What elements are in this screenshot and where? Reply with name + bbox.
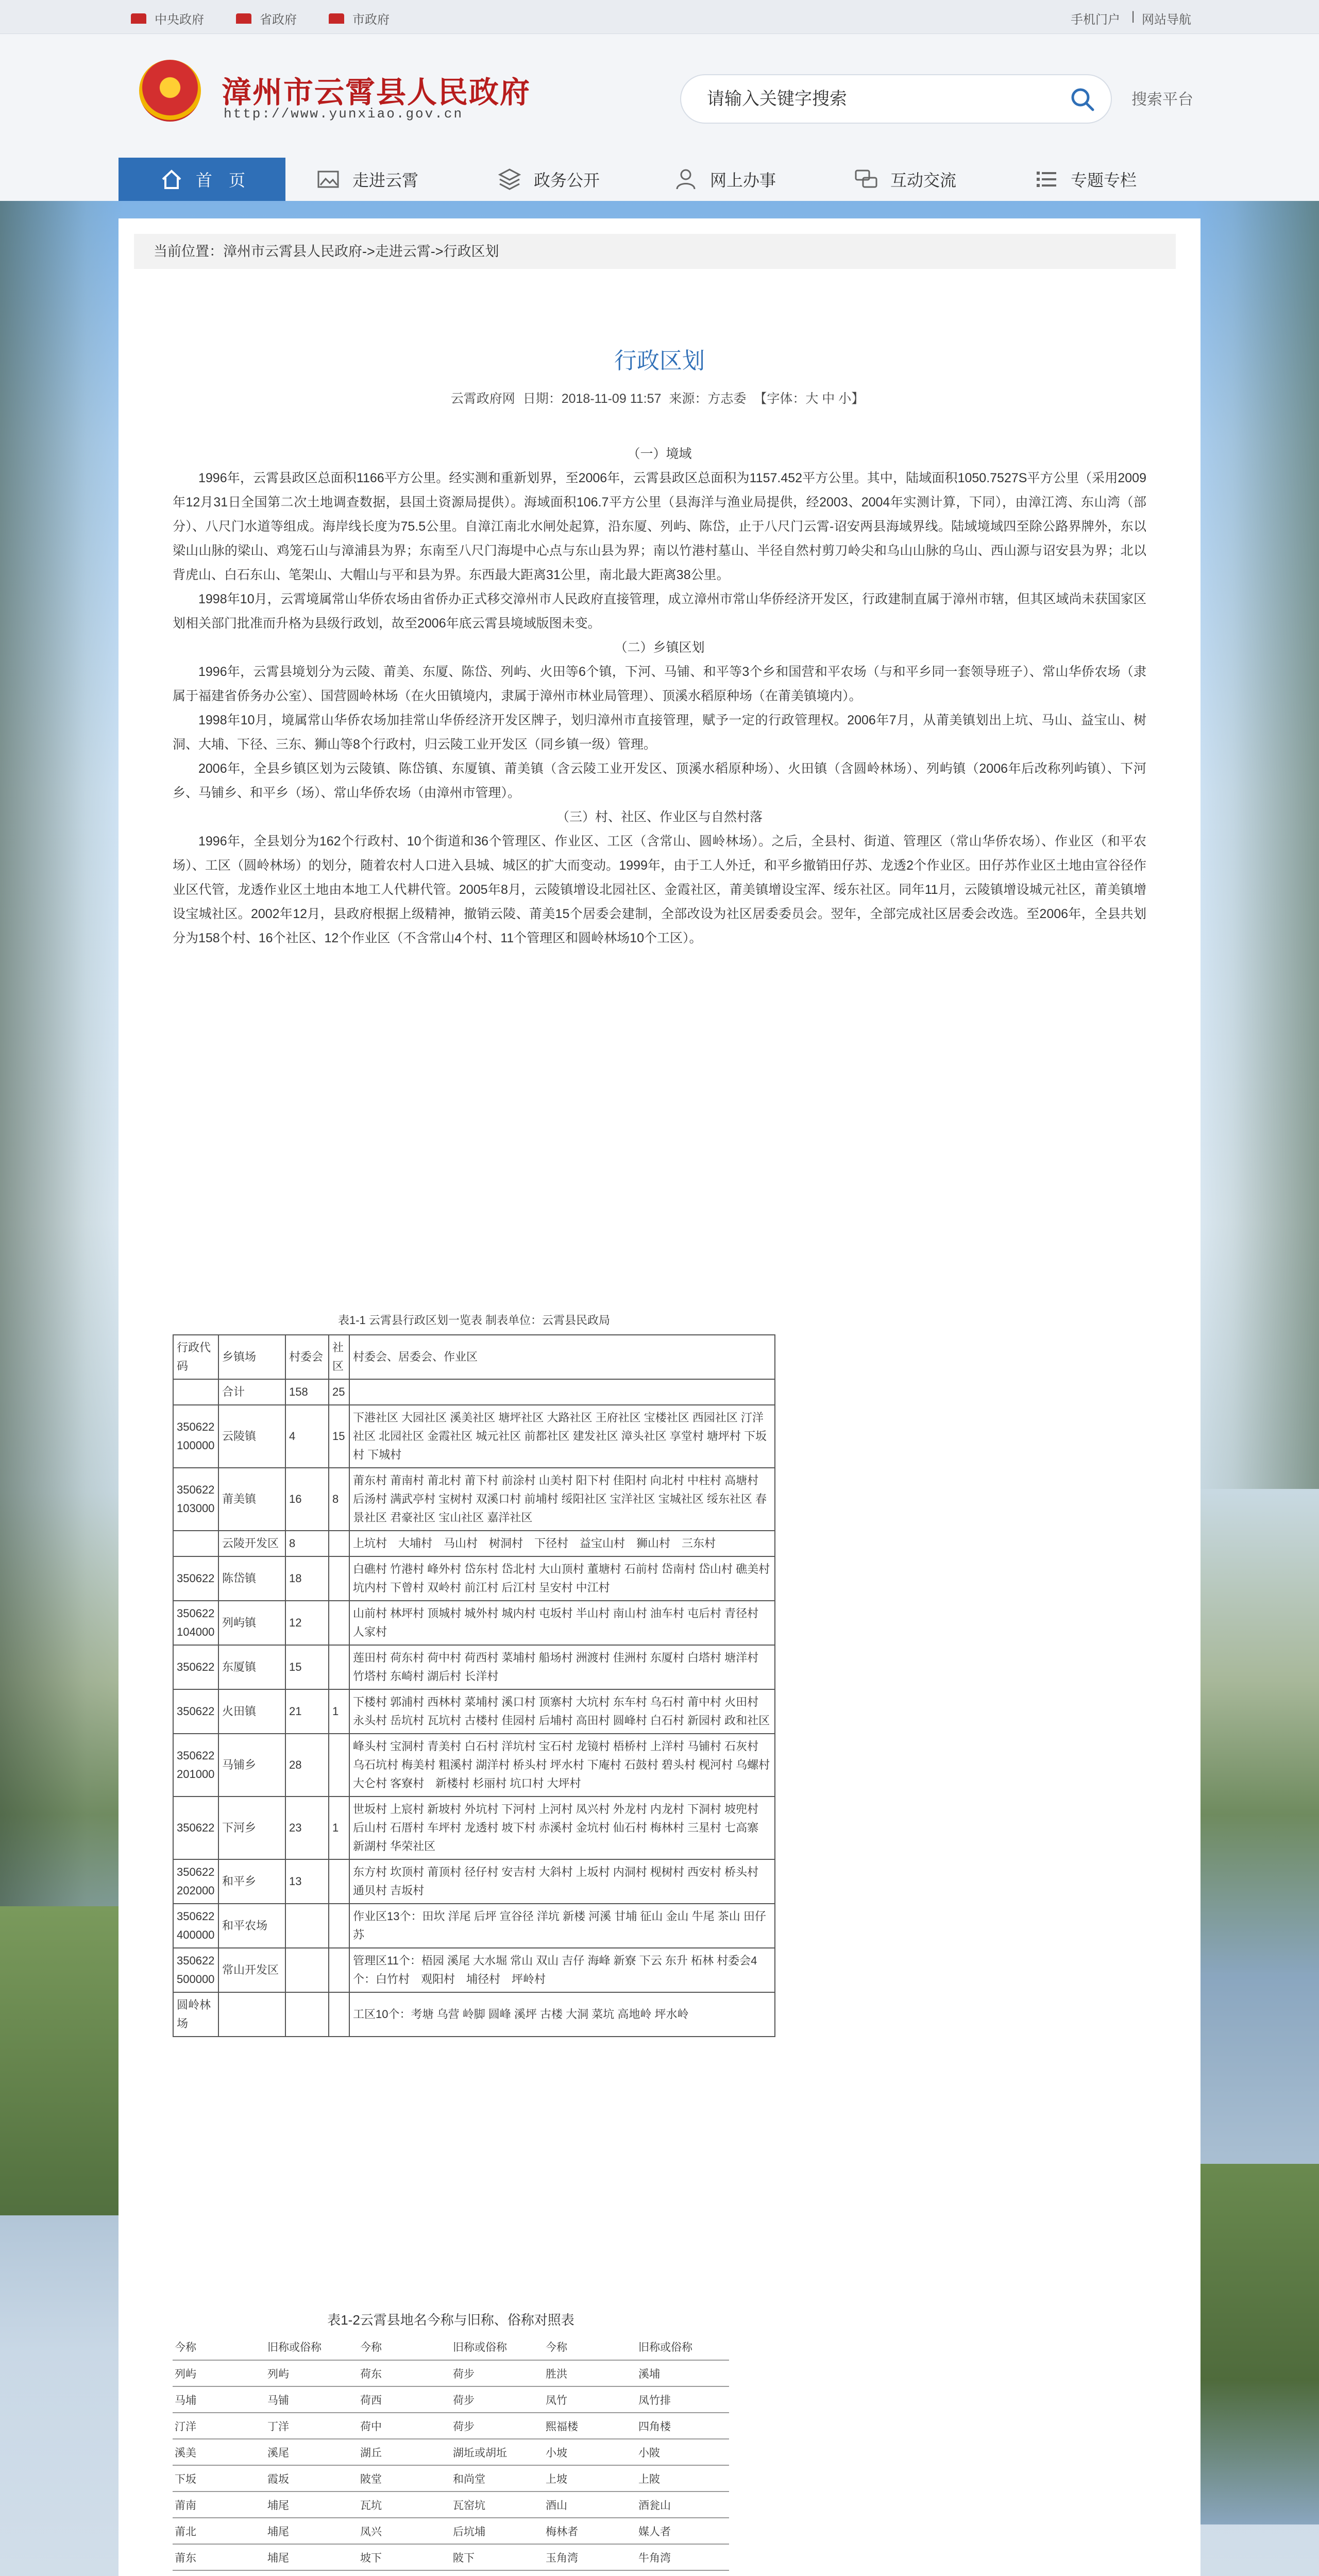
- table-cell: 后坑埔: [451, 2518, 544, 2544]
- table1-caption: 表1-1 云霄县行政区划一览表 制表单位：云霄县民政局: [337, 1314, 611, 1327]
- table-cell: 下港社区 大园社区 溪美社区 塘坪社区 大路社区 王府社区 宝楼社区 西园社区 汀洋社区 北园社区 金霞社区 城元社区 前都社区 建发社区 漳头社区 享堂村 塘坪村 下坂村 下城村: [349, 1405, 775, 1468]
- table-row: [173, 1992, 775, 2037]
- table-cell: 工区10个：考塘 乌营 岭脚 圆峰 溪坪 古楼 大洞 菜坑 高地岭 坪水岭: [349, 1992, 775, 2037]
- section-heading: （三）村、社区、作业区与自然村落: [556, 810, 763, 824]
- table-cell: 350622: [173, 1689, 218, 1734]
- table-header-row: [173, 1335, 775, 1379]
- table-cell: 今称: [173, 2334, 265, 2360]
- table-cell: 媒人者: [636, 2518, 729, 2544]
- table-cell: [329, 1645, 349, 1689]
- table-cell: 上坡: [544, 2465, 636, 2492]
- table-cell: 莆东: [173, 2544, 265, 2570]
- chat-icon: [853, 166, 879, 192]
- table-row: [173, 1601, 775, 1645]
- table-cell: 云陵开发区: [218, 1531, 285, 1556]
- table-header-cell: 社区: [329, 1335, 349, 1379]
- table-cell: 旧称或俗称: [636, 2334, 729, 2360]
- table-cell: 马埔: [173, 2386, 265, 2413]
- user-icon: [673, 166, 699, 192]
- admin-division-table: [173, 1334, 775, 2037]
- table-cell: 埔尾: [265, 2544, 358, 2570]
- table-row: [173, 1645, 775, 1689]
- table-cell: 陂下: [451, 2544, 544, 2570]
- nav-online-service[interactable]: 网上办事: [673, 158, 776, 201]
- section-heading: （二）乡镇区划: [614, 640, 705, 655]
- table-cell: 马铺乡: [218, 1734, 285, 1797]
- list-icon: [1034, 166, 1059, 192]
- table-header-cell: 行政代码: [173, 1335, 218, 1379]
- table-cell: 瓦坑: [358, 2492, 451, 2518]
- section-heading: （一）境域: [627, 447, 692, 461]
- table-cell: 350622 201000: [173, 1734, 218, 1797]
- table-row: [173, 2492, 729, 2518]
- search-input[interactable]: [707, 86, 1037, 112]
- table-cell: 莆南: [173, 2492, 265, 2518]
- article-title: 行政区划: [614, 348, 705, 374]
- table-cell: 莲田村 荷东村 荷中村 荷西村 菜埔村 船场村 洲渡村 佳洲村 东厦村 白塔村 塘洋村 竹塔村 东崎村 湖后村 长洋村: [349, 1645, 775, 1689]
- table-row: [173, 1859, 775, 1904]
- table-cell: 管理区11个：梧园 溪尾 大水堀 常山 双山 吉仔 海峰 新寮 下云 东升 柘林 村委会4个：白竹村 观阳村 埔径村 坪岭村: [349, 1948, 775, 1992]
- table-cell: 350622 104000: [173, 1601, 218, 1645]
- flag-icon: [234, 12, 255, 25]
- table-cell: 湖丘: [358, 2439, 451, 2465]
- table-cell: 8: [329, 1468, 349, 1531]
- layers-icon: [497, 166, 522, 192]
- table-cell: 和尚堂: [451, 2465, 544, 2492]
- table-cell: 世坂村 上宸村 新坡村 外坑村 下河村 上河村 凤兴村 外龙村 内龙村 下洞村 坡兜村 后山村 石厝村 车坪村 龙透村 坡下村 赤溪村 金坑村 仙石村 梅林村 三星村 七高寨 新湖村 华荣社区: [349, 1797, 775, 1859]
- table-cell: 列屿: [173, 2360, 265, 2386]
- table-cell: 埔尾: [265, 2518, 358, 2544]
- table-cell: 溪美: [173, 2439, 265, 2465]
- site-url: http://www.yunxiao.gov.cn: [224, 106, 464, 122]
- table-cell: [265, 2570, 358, 2576]
- table-cell: 23: [285, 1797, 329, 1859]
- table-cell: 13: [285, 1859, 329, 1904]
- background-tree-left: [0, 201, 124, 2056]
- table-cell: 15: [285, 1645, 329, 1689]
- article-date: 日期：2018-11-09 11:57: [522, 392, 662, 406]
- table-cell: [544, 2570, 636, 2576]
- table-cell: 350622 500000: [173, 1948, 218, 1992]
- table-row: [173, 2439, 729, 2465]
- font-size-switch[interactable]: 【字体：大 中 小】: [754, 392, 865, 406]
- table-cell: 埔尾: [265, 2492, 358, 2518]
- table-row: [173, 1689, 775, 1734]
- table-header-cell: 合计: [218, 1379, 285, 1405]
- table-row: [173, 1797, 775, 1859]
- table-cell: 莆北: [173, 2518, 265, 2544]
- table-cell: 旧称或俗称: [265, 2334, 358, 2360]
- table-cell: 21: [285, 1689, 329, 1734]
- breadcrumb[interactable]: 当前位置：漳州市云霄县人民政府->走进云霄->行政区划: [134, 234, 1176, 269]
- table-row: [173, 2544, 729, 2570]
- table-cell: 和平乡: [218, 1859, 285, 1904]
- table-row: [173, 2413, 729, 2439]
- province-gov-link[interactable]: 省政府: [234, 9, 297, 27]
- paragraph: 1998年10月，云霄境属常山华侨农场由省侨办正式移交漳州市人民政府直接管理，成立漳州市常山华侨经济开发区，行政建制直属于漳州市辖，但其区域尚未获国家区划相关部门批准而升格为县级行政划，故至2006年底云霄县境域版图未变。: [173, 592, 1146, 631]
- table-cell: 熙福楼: [544, 2413, 636, 2439]
- table-cell: 8: [285, 1531, 329, 1556]
- table-cell: 凤兴: [358, 2518, 451, 2544]
- table-cell: 陈岱镇: [218, 1556, 285, 1601]
- paragraph: 1998年10月，境属常山华侨农场加挂常山华侨经济开发区牌子，划归漳州市直接管理，赋予一定的行政管理权。2006年7月，从莆美镇划出上坑、马山、益宝山、树洞、大埔、下径、三东、狮山等8个行政村，归云陵工业开发区（同乡镇一级）管理。: [173, 713, 1146, 752]
- table-cell: 1: [329, 1797, 349, 1859]
- table-cell: 白礁村 竹港村 峰外村 岱东村 岱北村 大山顶村 董塘村 石前村 岱南村 岱山村 礁美村 坑内村 下曾村 双岭村 前江村 后江村 呈安村 中江村: [349, 1556, 775, 1601]
- table-cell: 火田镇: [218, 1689, 285, 1734]
- table-cell: 上坑村 大埔村 马山村 树洞村 下径村 益宝山村 狮山村 三东村: [349, 1531, 775, 1556]
- table-cell: 和平农场: [218, 1904, 285, 1948]
- table-row: [173, 1948, 775, 1992]
- table-cell: 上陂: [636, 2465, 729, 2492]
- table-row: [173, 2360, 729, 2386]
- table-cell: 下坂: [173, 2465, 265, 2492]
- table-header-cell: 乡镇场: [218, 1335, 285, 1379]
- table-cell: [173, 1531, 218, 1556]
- table-header-cell: 158: [285, 1379, 329, 1405]
- paragraph: 1996年，云霄县政区总面积1166平方公里。经实测和重新划界，至2006年，云霄县政区总面积为1157.452平方公里。其中，陆域面积1050.7527S平方公里（采用2009年12月31日全国第二次土地调查数据，县国土资源局提供）。海域面积106.7平方公里（县海洋与渔业局提供，经2003、2004年实测计算，下同），由漳江湾、东山湾（部分）、八尺门水道等组成。海岸线长度为75.5公里。自漳江南北水闸处起算，沿东厦、列屿、陈岱，止于八尺门云霄-诏安两县海域界线。陆域境域四至除公路界牌外，东以梁山山脉的梁山、鸡笼石山与漳浦县为界；东南至八尺门海堤中心点与东山县为界；南以竹港村墓山、半径自然村剪刀岭尖和乌山山脉的乌山、西山源与诏安县为界；北以背虎山、白石东山、笔架山、大帽山与平和县为界。东西最大距离31公里，南北最大距离38公里。: [173, 471, 1146, 582]
- table-row: [173, 1405, 775, 1468]
- nav-special-topics[interactable]: 专题专栏: [1034, 158, 1137, 201]
- table-cell: 350622 202000: [173, 1859, 218, 1904]
- paragraph: 2006年，全县乡镇区划为云陵镇、陈岱镇、东厦镇、莆美镇（含云陵工业开发区、顶溪水稻原种场）、火田镇（含圆岭林场）、列屿镇（2006年后改称列屿镇）、下河乡、马铺乡、和平乡（场）、常山华侨农场（由漳州市管理）。: [173, 761, 1146, 800]
- search-platform-link[interactable]: 搜索平台: [1131, 91, 1193, 108]
- table-cell: 小陂: [636, 2439, 729, 2465]
- nav-about[interactable]: 走进云霄: [315, 158, 418, 201]
- table-cell: 汀洋: [173, 2413, 265, 2439]
- table-cell: 350622 103000: [173, 1468, 218, 1531]
- table-cell: [285, 1992, 329, 2037]
- table-cell: 15: [329, 1405, 349, 1468]
- table-header-row: [173, 1379, 775, 1405]
- table-cell: 350622 400000: [173, 1904, 218, 1948]
- table-row: [173, 1904, 775, 1948]
- table-cell: 莆东村 莆南村 莆北村 莆下村 前涂村 山美村 阳下村 佳阳村 向北村 中柱村 高塘村 后汤村 满武亭村 宝树村 双溪口村 前埔村 绥阳社区 宝洋社区 宝城社区 绥东社区 春景社区 君豪社区 宝山社区 嘉洋社区: [349, 1468, 775, 1531]
- table-cell: [218, 1992, 285, 2037]
- table-cell: [329, 1531, 349, 1556]
- table-cell: 荷东: [358, 2360, 451, 2386]
- mobile-portal-link[interactable]: 手机门户: [1071, 13, 1120, 27]
- table-cell: [329, 1556, 349, 1601]
- nav-home[interactable]: 首 页: [119, 158, 285, 201]
- table-header-row: [173, 2334, 729, 2360]
- home-icon: [159, 166, 184, 192]
- nav-interaction[interactable]: 互动交流: [853, 158, 956, 201]
- nav-gov-affairs[interactable]: 政务公开: [497, 158, 600, 201]
- table-row: [173, 1531, 775, 1556]
- table-cell: [329, 1948, 349, 1992]
- table-cell: 1: [329, 1689, 349, 1734]
- table-cell: 霞坂: [265, 2465, 358, 2492]
- table-cell: 28: [285, 1734, 329, 1797]
- table-cell: 18: [285, 1556, 329, 1601]
- search-box: [680, 74, 1112, 124]
- table-cell: 荷步: [451, 2360, 544, 2386]
- main-nav: [0, 158, 1319, 201]
- table-cell: 溪埔: [636, 2360, 729, 2386]
- table-cell: 梅林者: [544, 2518, 636, 2544]
- table-cell: 山前村 林坪村 顶城村 城外村 城内村 屯坂村 半山村 南山村 油车村 屯后村 青径村 人家村: [349, 1601, 775, 1645]
- paragraph: 1996年，云霄县境划分为云陵、莆美、东厦、陈岱、列屿、火田等6个镇，下河、马铺、和平等3个乡和国营和平农场（与和平乡同一套领导班子）、常山华侨农场（隶属于福建省侨务办公室）、国营圆岭林场（在火田镇境内，隶属于漳州市林业局管理）、顶溪水稻原种场（在莆美镇境内）。: [173, 665, 1146, 703]
- table-cell: 12: [285, 1601, 329, 1645]
- table-cell: 东厦镇: [218, 1645, 285, 1689]
- table-header-cell: [173, 1379, 218, 1405]
- table-cell: 350622: [173, 1797, 218, 1859]
- paragraph: 1996年，全县划分为162个行政村、10个街道和36个管理区、作业区、工区（含常山、圆岭林场）。之后，全县村、街道、管理区（常山华侨农场）、作业区（和平农场）、工区（圆岭林场）的划分，随着农村人口进入县城、城区的扩大而变动。1999年，由于工人外迁，和平乡撤销田仔苏、龙透2个作业区。田仔苏作业区土地由宣谷径作业区代管，龙透作业区土地由本地工人代耕代管。2005年8月，云陵镇增设北园社区、金霞社区，莆美镇增设宝浑、绥东社区。同年11月，云陵镇增设城元社区，莆美镇增设宝城社区。2002年12月，县政府根据上级精神，撤销云陵、莆美15个居委会建制，全部改设为社区居委委员会。翌年，全部完成社区居委会改选。至2006年，全县共划分为158个村、16个社区、12个作业区（不含常山4个村、11个管理区和圆岭林场10个工区）。: [173, 834, 1146, 945]
- table-cell: 作业区13个：田坎 洋尾 后坪 宣谷径 洋坑 新楼 河溪 甘埔 征山 金山 牛尾 茶山 田仔苏: [349, 1904, 775, 1948]
- table-header-cell: 村委会、居委会、作业区: [349, 1335, 775, 1379]
- table-cell: 丁洋: [265, 2413, 358, 2439]
- table-cell: 小坡: [544, 2439, 636, 2465]
- central-gov-link[interactable]: 中央政府: [129, 9, 204, 27]
- table-cell: 凤竹排: [636, 2386, 729, 2413]
- table-cell: 四角楼: [636, 2413, 729, 2439]
- table-cell: 荷步: [451, 2413, 544, 2439]
- table-cell: 旧称或俗称: [451, 2334, 544, 2360]
- table-row: [173, 2465, 729, 2492]
- table-cell: 酒山: [544, 2492, 636, 2518]
- table-header-cell: [349, 1379, 775, 1405]
- table-cell: 莆美镇: [218, 1468, 285, 1531]
- table2-caption: 表1-2云霄县地名今称与旧称、俗称对照表: [327, 2312, 574, 2328]
- table-cell: 列屿: [265, 2360, 358, 2386]
- topbar-separator: |: [1131, 9, 1135, 23]
- table-row: [173, 1734, 775, 1797]
- table-cell: [358, 2570, 451, 2576]
- background-hill-left: [0, 1906, 124, 2215]
- table-header-cell: 村委会: [285, 1335, 329, 1379]
- top-bar: [0, 0, 1319, 34]
- table-cell: 玉角湾: [544, 2544, 636, 2570]
- table-cell: 荷西: [358, 2386, 451, 2413]
- table-cell: 4: [285, 1405, 329, 1468]
- table-cell: 牛角湾: [636, 2544, 729, 2570]
- table-row: [173, 2386, 729, 2413]
- table-cell: 荷中: [358, 2413, 451, 2439]
- table-cell: [451, 2570, 544, 2576]
- table-cell: [285, 1904, 329, 1948]
- table-cell: 瓦窑坑: [451, 2492, 544, 2518]
- table-cell: [329, 1904, 349, 1948]
- table-cell: 列屿镇: [218, 1601, 285, 1645]
- table-cell: [636, 2570, 729, 2576]
- building-icon: [327, 12, 347, 25]
- place-name-table: [173, 2334, 729, 2576]
- table-cell: [329, 1601, 349, 1645]
- article-source: 云霄政府网: [450, 392, 515, 406]
- header: [0, 34, 1319, 158]
- table-row: [173, 2518, 729, 2544]
- table-cell: 圆岭林场: [173, 1992, 218, 2037]
- table-cell: 荷步: [451, 2386, 544, 2413]
- city-gov-link[interactable]: 市政府: [327, 9, 390, 27]
- table-cell: 胜洪: [544, 2360, 636, 2386]
- table-cell: 今称: [544, 2334, 636, 2360]
- table-cell: 东方村 坎顶村 莆顶村 径仔村 安吉村 大斜村 上坂村 内洞村 枧树村 西安村 桥头村 通贝村 吉坂村: [349, 1859, 775, 1904]
- table-cell: [329, 1734, 349, 1797]
- table-cell: 溪尾: [265, 2439, 358, 2465]
- table-cell: 凤竹: [544, 2386, 636, 2413]
- table-cell: 350622 100000: [173, 1405, 218, 1468]
- table-cell: [329, 1859, 349, 1904]
- table-cell: 坡下: [358, 2544, 451, 2570]
- search-icon[interactable]: [1069, 86, 1096, 113]
- table-header-cell: 25: [329, 1379, 349, 1405]
- table-cell: 陂堂: [358, 2465, 451, 2492]
- table-cell: 云陵镇: [218, 1405, 285, 1468]
- table-cell: 350622: [173, 1645, 218, 1689]
- table-cell: 今称: [358, 2334, 451, 2360]
- table-cell: 湖坵或胡坵: [451, 2439, 544, 2465]
- table-cell: 350622: [173, 1556, 218, 1601]
- table-cell: [285, 1948, 329, 1992]
- article-body: [173, 442, 1146, 951]
- table-cell: 下楼村 郭浦村 西林村 菜埔村 溪口村 顶寨村 大坑村 东车村 乌石村 莆中村 火田村 永头村 岳坑村 瓦坑村 古楼村 佳园村 后埔村 高田村 圆峰村 白石村 新园村 政和社区: [349, 1689, 775, 1734]
- table-cell: 16: [285, 1468, 329, 1531]
- article-origin: 来源：方志委: [669, 392, 747, 406]
- site-title[interactable]: 漳州市云霄县人民政府: [222, 75, 531, 110]
- background-tree-right: [1195, 201, 1319, 1489]
- article-meta: [119, 388, 1200, 407]
- national-emblem-icon: [139, 60, 201, 122]
- background-hill-right: [1195, 2164, 1319, 2524]
- table-row: [173, 1556, 775, 1601]
- site-nav-link[interactable]: 网站导航: [1142, 13, 1191, 27]
- table-cell: 下河乡: [218, 1797, 285, 1859]
- table-cell: 常山开发区: [218, 1948, 285, 1992]
- table-cell: 马铺: [265, 2386, 358, 2413]
- table-cell: [329, 1992, 349, 2037]
- image-icon: [315, 166, 341, 192]
- table-cell: 酒瓮山: [636, 2492, 729, 2518]
- table-cell: [173, 2570, 265, 2576]
- table-row: [173, 2570, 729, 2576]
- flag-icon: [129, 12, 149, 25]
- table-row: [173, 1468, 775, 1531]
- table-cell: 峰头村 宝洞村 青美村 白石村 洋坑村 宝石村 龙镜村 梧桥村 上洋村 马铺村 石灰村 乌石坑村 梅美村 粗溪村 湖洋村 桥头村 坪水村 下庵村 石鼓村 碧头村 枧河村 乌螺村 大仑村 客寮村 新楼村 杉丽村 坑口村 大坪村: [349, 1734, 775, 1797]
